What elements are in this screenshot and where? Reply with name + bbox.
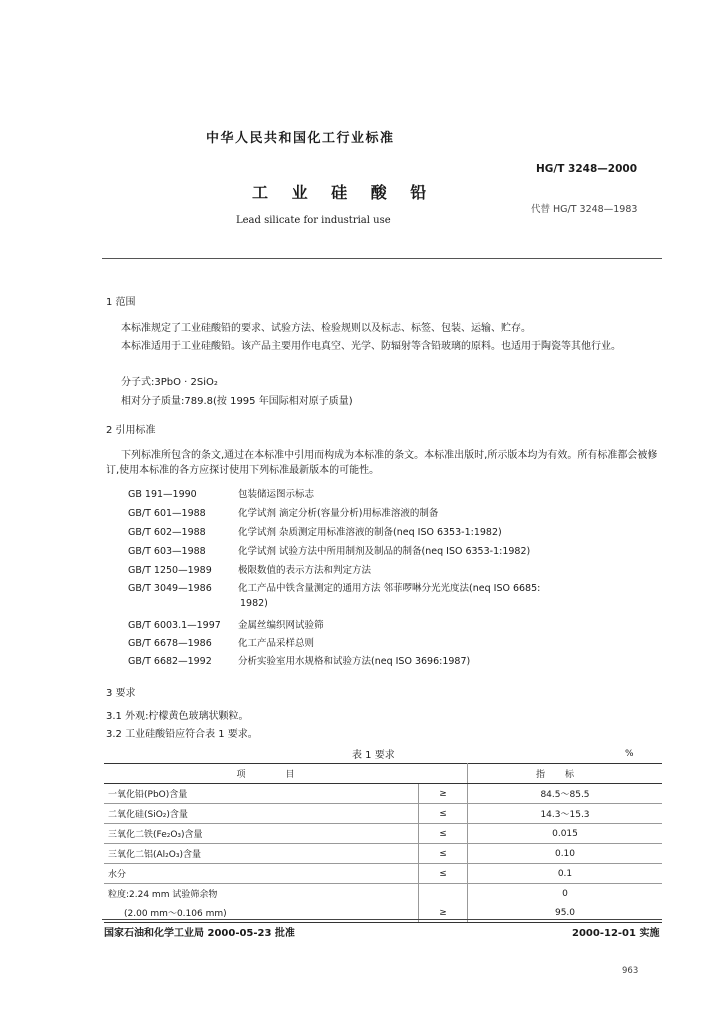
row-item: 二氧化硅(SiO₂)含量 xyxy=(104,804,419,824)
row-value: 0.10 xyxy=(468,844,663,864)
footer-divider xyxy=(102,919,662,920)
table-row xyxy=(104,804,662,824)
reference-code: GB 191—1990 xyxy=(128,489,197,500)
row-item: 粒度:2.24 mm 试验筛余物 xyxy=(104,884,419,904)
reference-code: GB/T 601—1988 xyxy=(128,508,206,519)
reference-title: 金属丝编织网试验筛 xyxy=(238,620,324,631)
molecular-mass: 相对分子质量:789.8(按 1995 年国际相对原子质量) xyxy=(121,396,353,407)
row-operator: ≤ xyxy=(419,804,468,824)
reference-code: GB/T 3049—1986 xyxy=(128,583,212,594)
reference-row xyxy=(128,486,314,500)
row-item: 三氧化二铁(Fe₂O₃)含量 xyxy=(104,824,419,844)
row-operator: ≤ xyxy=(419,844,468,864)
section-1-para-2: 本标准适用于工业硅酸铅。该产品主要用作电真空、光学、防辐射等含铅玻璃的原料。也适用于陶瓷等其他行业。 xyxy=(121,341,621,352)
section-1-para-1: 本标准规定了工业硅酸铅的要求、试验方法、检验规则以及标志、标签、包装、运输、贮存。 xyxy=(121,323,531,334)
reference-code: GB/T 603—1988 xyxy=(128,546,206,557)
table-caption: 表 1 要求 xyxy=(352,750,395,761)
reference-title: 化学试剂 滴定分析(容量分析)用标准溶液的制备 xyxy=(238,508,439,519)
row-operator: ≤ xyxy=(419,864,468,884)
row-value: 0.1 xyxy=(468,864,663,884)
header-divider xyxy=(102,258,662,259)
reference-row xyxy=(128,524,502,538)
reference-title: 分析实验室用水规格和试验方法(neq ISO 3696:1987) xyxy=(238,656,471,667)
table-row xyxy=(104,884,662,904)
row-value: 84.5～85.5 xyxy=(468,784,663,804)
section-2-heading: 2 引用标准 xyxy=(106,425,156,436)
row-item: (2.00 mm～0.106 mm) xyxy=(104,903,419,923)
row-value: 0.015 xyxy=(468,824,663,844)
reference-title: 化学试剂 试验方法中所用制剂及制品的制备(neq ISO 6353-1:1982) xyxy=(238,546,531,557)
requirements-table xyxy=(104,763,662,923)
row-operator: ≥ xyxy=(419,903,468,923)
reference-title: 化工产品中铁含量测定的通用方法 邻菲啰啉分光光度法(neq ISO 6685: xyxy=(238,583,541,594)
page-number: 963 xyxy=(622,966,639,976)
table-row xyxy=(104,784,662,804)
row-value: 14.3～15.3 xyxy=(468,804,663,824)
reference-row xyxy=(128,617,324,631)
section-3-heading: 3 要求 xyxy=(106,688,136,699)
molecular-formula: 分子式:3PbO · 2SiO₂ xyxy=(121,377,218,388)
table-row xyxy=(104,824,662,844)
header-value: 指标 xyxy=(468,764,663,784)
table-row xyxy=(104,844,662,864)
reference-code: GB/T 6003.1—1997 xyxy=(128,620,221,631)
gov-title: 中华人民共和国化工行业标准 xyxy=(206,131,395,146)
row-operator xyxy=(419,884,468,904)
implementation-date: 2000-12-01 实施 xyxy=(572,928,660,939)
section-3-1: 3.1 外观:柠檬黄色玻璃状颗粒。 xyxy=(106,711,249,722)
section-3-2: 3.2 工业硅酸铅应符合表 1 要求。 xyxy=(106,729,258,740)
reference-code: GB/T 6682—1992 xyxy=(128,656,212,667)
reference-code: GB/T 6678—1986 xyxy=(128,638,212,649)
table-header-row xyxy=(104,764,662,784)
table-row xyxy=(104,864,662,884)
approval-line: 国家石油和化学工业局 2000-05-23 批准 xyxy=(104,928,295,939)
header-item: 项目 xyxy=(104,764,468,784)
reference-row xyxy=(128,580,540,594)
reference-continuation: 1982) xyxy=(240,598,268,609)
reference-row xyxy=(128,635,314,649)
reference-title: 包装储运图示标志 xyxy=(238,489,315,500)
row-operator: ≤ xyxy=(419,824,468,844)
standard-number: HG/T 3248—2000 xyxy=(536,163,638,175)
reference-code: GB/T 602—1988 xyxy=(128,527,206,538)
replaces-note: 代替 HG/T 3248—1983 xyxy=(531,204,638,215)
english-title: Lead silicate for industrial use xyxy=(236,215,391,226)
reference-title: 化工产品采样总则 xyxy=(238,638,315,649)
row-item: 水分 xyxy=(104,864,419,884)
row-item: 一氧化铅(PbO)含量 xyxy=(104,784,419,804)
row-value: 95.0 xyxy=(468,903,663,923)
page-title: 工 业 硅 酸 铅 xyxy=(252,183,436,202)
section-2-intro: 下列标准所包含的条文,通过在本标准中引用而构成为本标准的条文。本标准出版时,所示版本均为有效。所有标准都会被修订,使用本标准的各方应探讨使用下列标准最新版本的可能性。 xyxy=(106,450,658,476)
reference-code: GB/T 1250—1989 xyxy=(128,565,212,576)
table-unit: % xyxy=(625,749,634,759)
row-item: 三氧化二铝(Al₂O₃)含量 xyxy=(104,844,419,864)
reference-row xyxy=(128,543,530,557)
reference-title: 化学试剂 杂质测定用标准溶液的制备(neq ISO 6353-1:1982) xyxy=(238,527,502,538)
reference-row xyxy=(128,562,371,576)
reference-row xyxy=(128,653,470,667)
reference-row xyxy=(128,505,438,519)
reference-title: 极限数值的表示方法和判定方法 xyxy=(238,565,372,576)
section-1-heading: 1 范围 xyxy=(106,297,136,308)
row-value: 0 xyxy=(562,888,568,899)
row-operator: ≥ xyxy=(419,784,468,804)
